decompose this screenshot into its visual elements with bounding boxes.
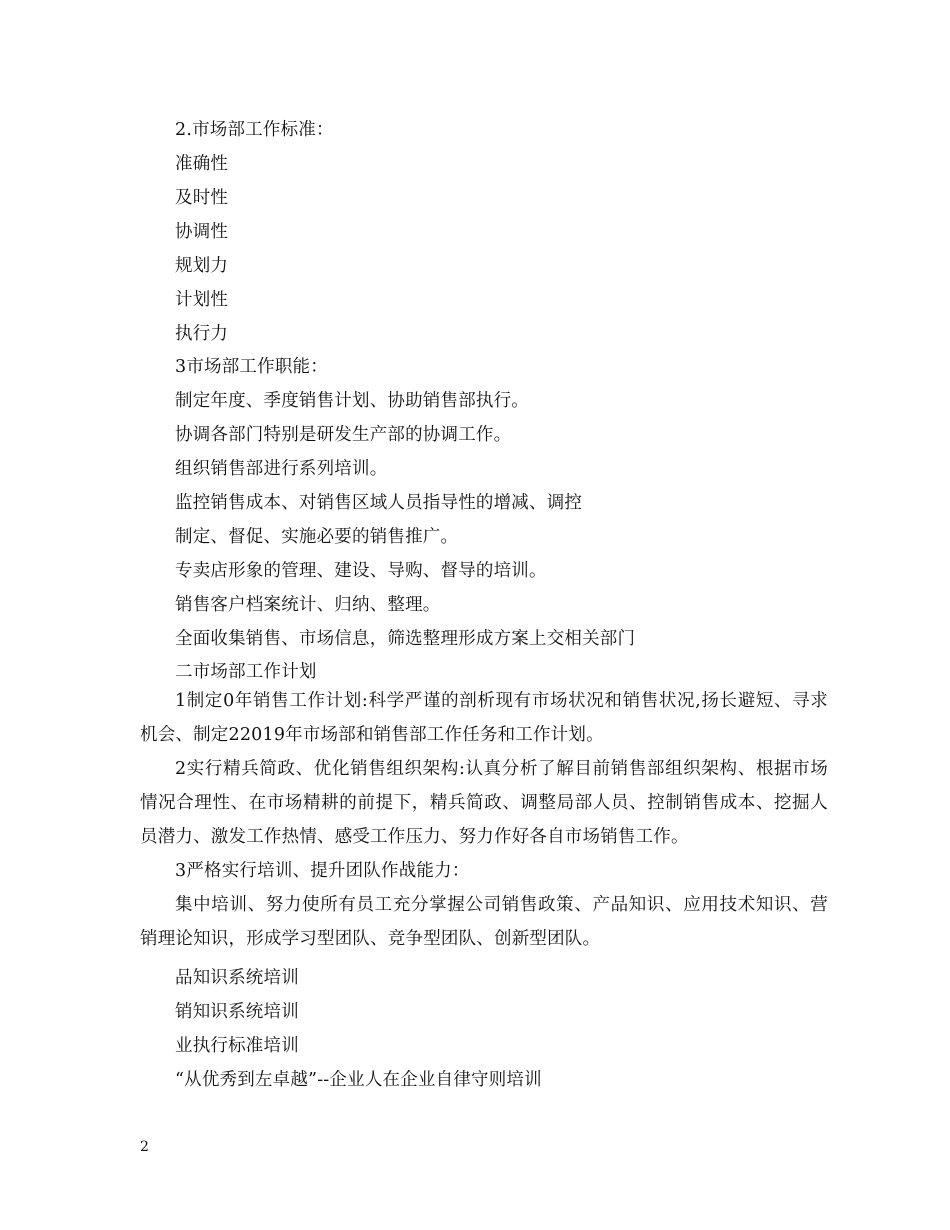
paragraph-sales-plan: 1制定0年销售工作计划:科学严谨的剖析现有市场状况和销售状况,扬长避短、寻求机会、制定22019年市场部和销售部工作任务和工作计划。 xyxy=(140,691,828,745)
section-heading-functions: 3市场部工作职能： xyxy=(175,357,328,377)
list-item: 专卖店形象的管理、建设、导购、督导的培训。 xyxy=(175,561,547,581)
list-item: “从优秀到左卓越”--企业人在企业自律守则培训 xyxy=(175,1070,542,1090)
list-item: 及时性 xyxy=(175,188,229,208)
list-item: 组织销售部进行系列培训。 xyxy=(175,459,388,479)
list-item: 规划力 xyxy=(175,256,229,276)
paragraph-training-heading: 3严格实行培训、提升团队作战能力： xyxy=(175,861,470,881)
list-item: 计划性 xyxy=(175,290,229,310)
list-item: 销知识系统培训 xyxy=(175,1002,299,1022)
list-item: 监控销售成本、对销售区域人员指导性的增减、调控 xyxy=(175,493,583,513)
list-item: 协调性 xyxy=(175,222,229,242)
list-item: 业执行标准培训 xyxy=(175,1036,299,1056)
paragraph-organization: 2实行精兵简政、优化销售组织架构:认真分析了解目前销售部组织架构、根据市场情况合理性、在市场精耕的前提下，精兵简政、调整局部人员、控制销售成本、挖掘人员潜力、激发工作热情、感受工作压力、努力作好各自市场销售工作。 xyxy=(140,759,828,847)
list-item: 销售客户档案统计、归纳、整理。 xyxy=(175,595,441,615)
section-heading-plan: 二市场部工作计划 xyxy=(175,662,317,682)
page-number: 2 xyxy=(140,1139,149,1155)
list-item: 协调各部门特别是研发生产部的协调工作。 xyxy=(175,425,512,445)
section-heading-standards: 2.市场部工作标准： xyxy=(175,120,334,140)
list-item: 执行力 xyxy=(175,324,229,344)
list-item: 全面收集销售、市场信息，筛选整理形成方案上交相关部门 xyxy=(175,629,636,649)
list-item: 制定年度、季度销售计划、协助销售部执行。 xyxy=(175,391,529,411)
paragraph-training: 集中培训、努力使所有员工充分掌握公司销售政策、产品知识、应用技术知识、营销理论知识，形成学习型团队、竞争型团队、创新型团队。 xyxy=(140,895,828,949)
list-item: 制定、督促、实施必要的销售推广。 xyxy=(175,527,459,547)
list-item: 品知识系统培训 xyxy=(175,968,299,988)
list-item: 准确性 xyxy=(175,154,229,174)
